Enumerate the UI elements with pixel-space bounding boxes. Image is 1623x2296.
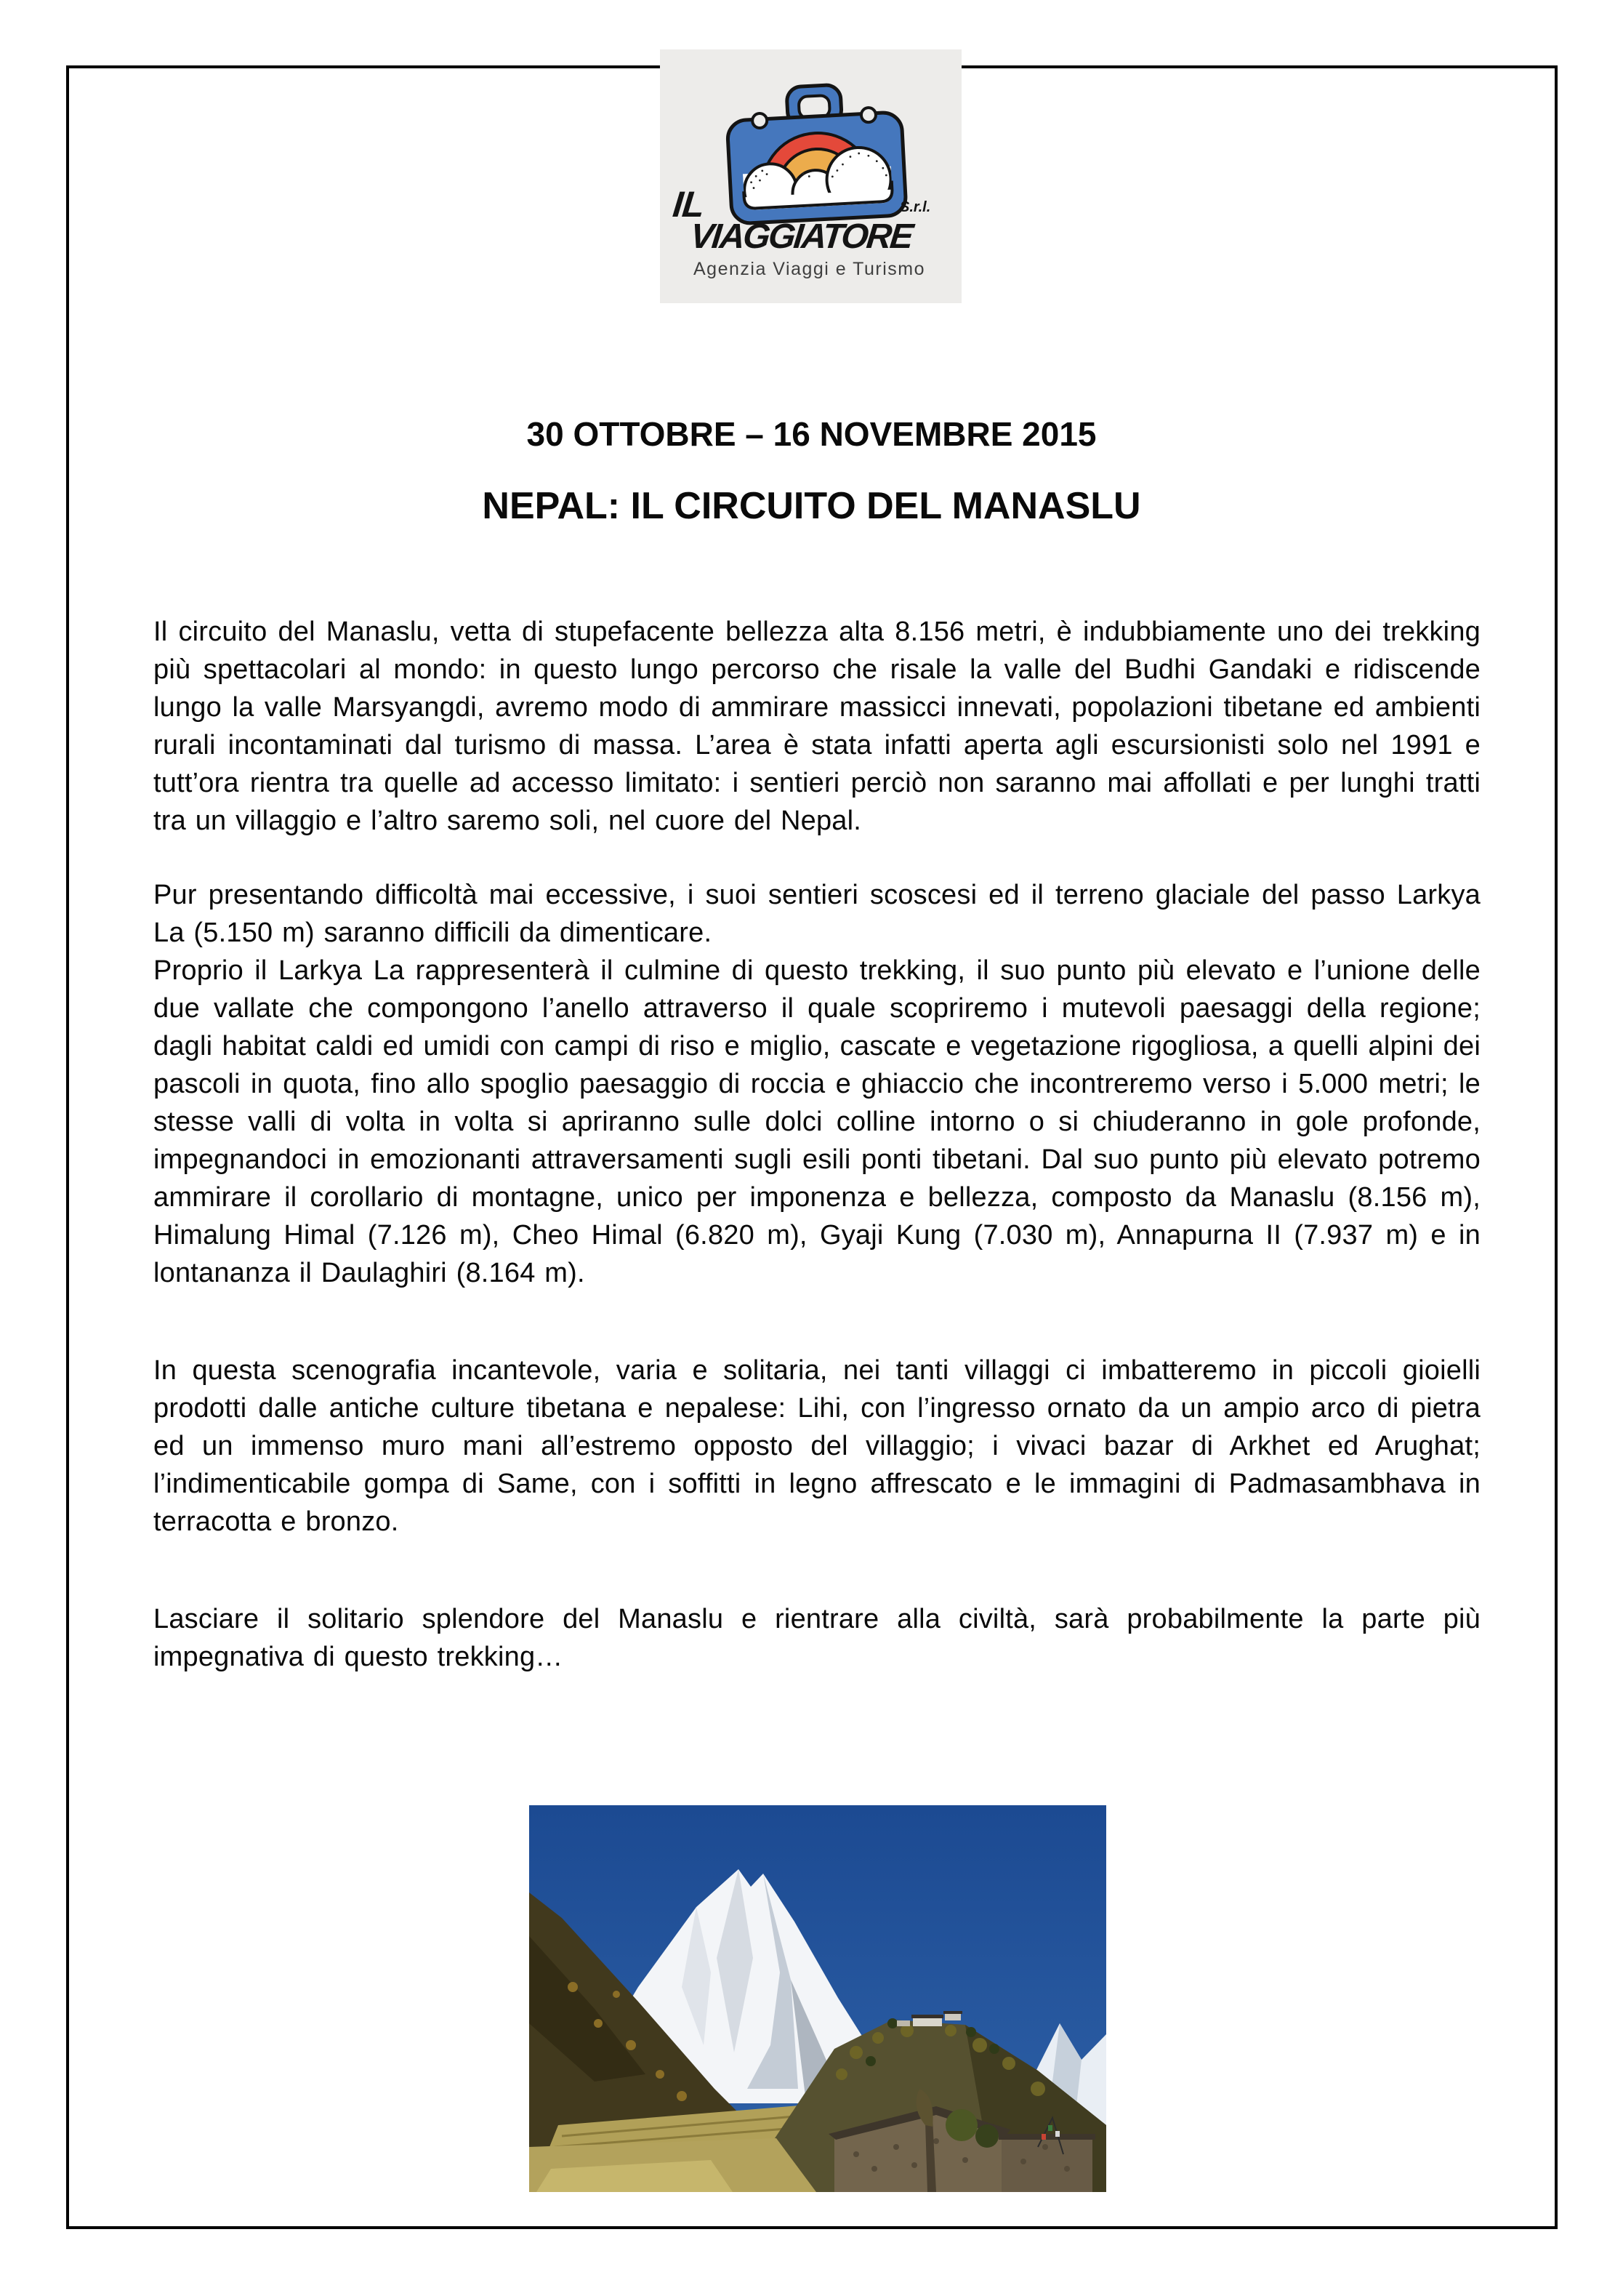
- logo-name: VIAGGIATORE: [688, 217, 914, 256]
- logo-tagline: Agenzia Viaggi e Turismo: [693, 259, 926, 279]
- manaslu-photo-illustration: [529, 1805, 1106, 2192]
- date-range-heading: 30 OTTOBRE – 16 NOVEMBRE 2015: [526, 415, 1097, 453]
- paragraph-villages: In questa scenografia incantevole, varia e solitaria, nei tanti villaggi ci imbatteremo in piccoli gioielli prodotti dalle antiche culture tibetana e nepalese: Lihi, con l’ingresso ornato da un ampio arco di pietra ed un immenso muro mani all’estremo opposto del villaggio; i vivaci bazar di Arkhet ed Arughat; l’indimenticabile gompa di Same, con i soffitti in legno affrescato e le immagini di Padmasambhava in terracotta e bronzo.: [153, 1355, 1481, 1537]
- paragraph-larkya-la: Proprio il Larkya La rappresenterà il culmine di questo trekking, il suo punto più elevato e l’unione delle due vallate che compongono l’anello attraverso il quale scopriremo i mutevoli paesaggi della regione; dagli habitat caldi ed umidi con campi di riso e miglio, cascate e vegetazione rigogliosa, a quelli alpini dei pascoli in quota, fino allo spoglio paesaggio di roccia e ghiaccio che incontreremo verso i 5.000 metri; le stesse valli di volta in volta si apriranno sulle dolci colline intorno o si chiuderanno in gole profonde, impegnandoci in emozionanti attraversamenti sugli esili ponti tibetani. Dal suo punto più elevato potremo ammirare il corollario di montagne, unico per imponenza e bellezza, composto da Manaslu (8.156 m), Himalung Himal (7.126 m), Cheo Himal (6.820 m), Gyaji Kung (7.030 m), Annapurna II (7.937 m) e in lontananza il Daulaghiri (8.164 m).: [153, 955, 1481, 1288]
- paragraph-closing: Lasciare il solitario splendore del Manaslu e rientrare alla civiltà, sarà probabilmente la parte più impegnativa di questo trekking…: [153, 1604, 1481, 1672]
- manaslu-photo: [529, 1805, 1106, 2192]
- logo-prefix: IL: [671, 184, 706, 225]
- agency-logo: [660, 49, 962, 303]
- paragraph-intro: Il circuito del Manaslu, vetta di stupefacente bellezza alta 8.156 metri, è indubbiamente uno dei trekking più spettacolari al mondo: in questo lungo percorso che risale la valle del Budhi Gandaki e ridiscende lungo la valle Marsyangdi, avremo modo di ammirare massicci innevati, popolazioni tibetane ed ambienti rurali incontaminati dal turismo di massa. L’area è stata infatti aperta agli escursionisti solo nel 1991 e tutt’ora rientra tra quelle ad accesso limitato: i sentieri perciò non saranno mai affollati e per lunghi tratti tra un villaggio e l’altro saremo soli, nel cuore del Nepal.: [153, 617, 1481, 836]
- logo-suffix: S.r.l.: [900, 199, 931, 215]
- body-text: [153, 613, 1481, 1676]
- paragraph-difficulty: Pur presentando difficoltà mai eccessive, i suoi sentieri scoscesi ed il terreno glaciale del passo Larkya La (5.150 m) saranno difficili da dimenticare.: [153, 880, 1481, 948]
- page-title: NEPAL: IL CIRCUITO DEL MANASLU: [482, 485, 1141, 527]
